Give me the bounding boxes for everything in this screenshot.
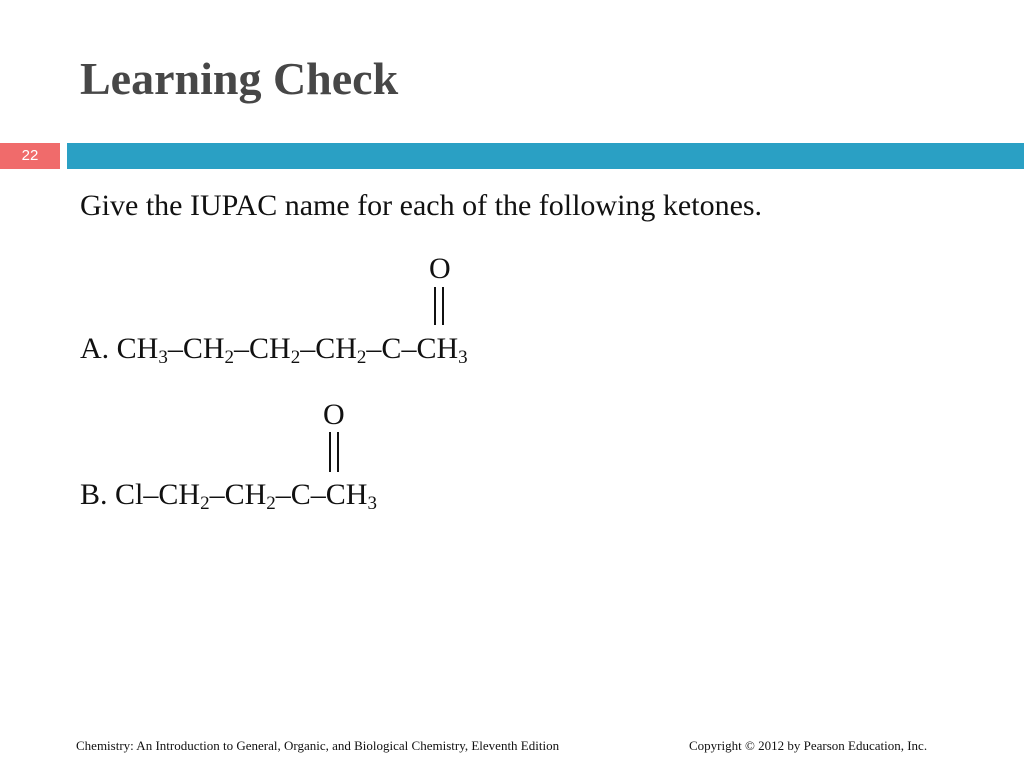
formula-a-oxygen: O	[429, 252, 451, 285]
question-prompt: Give the IUPAC name for each of the following ketones.	[80, 189, 763, 222]
formula-b-oxygen: O	[323, 398, 345, 431]
formula-a-group: $CH_3$	[116, 332, 168, 368]
formula-b-carbonyl-carbon: C	[290, 478, 311, 511]
formula-a-double-bond-left	[434, 287, 436, 325]
formula-a-label: A.	[80, 332, 110, 365]
formula-b-double-bond-right	[337, 432, 339, 472]
formula-b	[80, 478, 377, 514]
formula-a-carbonyl-carbon: C	[381, 332, 402, 365]
formula-b-bond: –	[143, 478, 159, 511]
formula-a-bond: –	[401, 332, 417, 365]
formula-b-bond: –	[310, 478, 326, 511]
formula-a-group: $CH_2$	[182, 332, 235, 368]
formula-a-bond: –	[300, 332, 316, 365]
footer-copyright: Copyright © 2012 by Pearson Education, Inc.	[689, 738, 928, 753]
formula-b-double-bond-left	[329, 432, 331, 472]
formula-a-group: $CH_2$	[249, 332, 301, 368]
formula-a-bond: –	[234, 332, 250, 365]
formula-a-double-bond-right	[442, 287, 444, 325]
formula-a-bond: –	[167, 332, 183, 365]
formula-b-bond: –	[209, 478, 225, 511]
formula-a	[80, 332, 468, 368]
formula-b-bond: –	[275, 478, 291, 511]
slide-number-badge: 22	[0, 143, 60, 169]
formula-b-label: B.	[80, 478, 108, 511]
formula-b-group: $CH_2$	[158, 478, 210, 514]
footer-book-title: Chemistry: An Introduction to General, Organic, and Biological Chemistry, Eleventh Edition	[76, 738, 560, 753]
header-accent-bar	[67, 143, 1024, 169]
formula-a-group: $CH_2$	[315, 332, 367, 368]
formula-b-group: $CH_3$	[325, 478, 377, 514]
formula-b-group: $CH_2$	[224, 478, 276, 514]
slide-title: Learning Check	[80, 53, 399, 104]
formula-a-group: $CH_3$	[416, 332, 468, 368]
formula-b-group: Cl	[115, 478, 144, 511]
formula-a-bond: –	[366, 332, 382, 365]
